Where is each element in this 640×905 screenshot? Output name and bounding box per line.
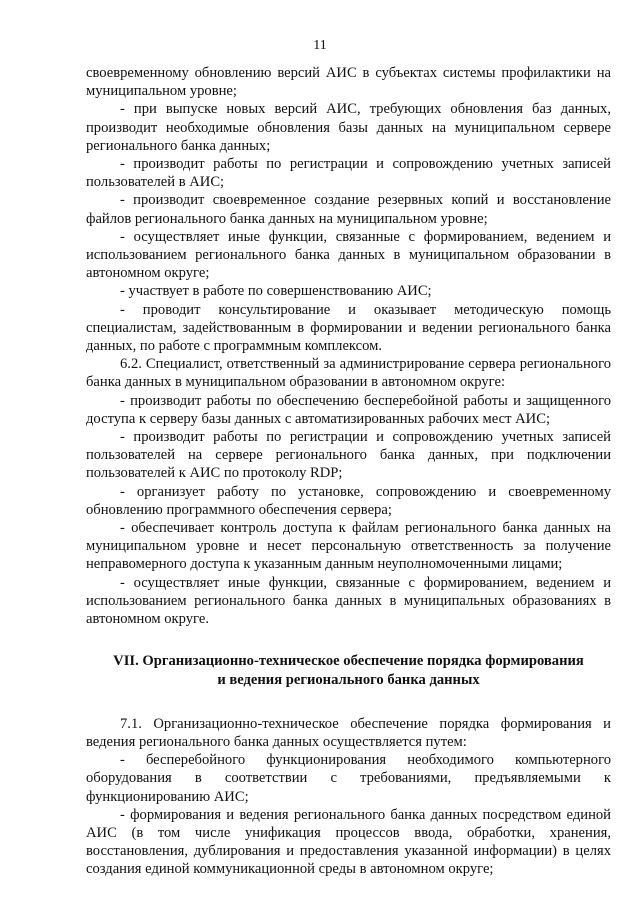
list-item: - организует работу по установке, сопровождению и своевременному обновлению программного обеспечения сервера; (86, 483, 611, 518)
list-item: - производит работы по обеспечению бесперебойной работы и защищенного доступа к серверу базы данных с автоматизированных рабочих мест АИС; (86, 392, 611, 427)
list-item: - бесперебойного функционирования необходимого компьютерного оборудования в соответствии с требованиями, предъявляемыми к функционированию АИС; (86, 752, 611, 805)
clause-7-1: 7.1. Организационно-техническое обеспечение порядка формирования и ведения регионального банка данных осуществляется путем: (86, 715, 611, 750)
list-item: - производит работы по регистрации и сопровождению учетных записей пользователей на сервере регионального банка данных, при подключении пользователей к АИС по протоколу RDP; (86, 429, 611, 482)
paragraph: своевременному обновлению версий АИС в субъектах системы профилактики на муниципальном уровне; (86, 65, 611, 100)
section-heading-line2: и ведения регионального банка данных (217, 671, 480, 688)
list-item: - производит работы по регистрации и сопровождению учетных записей пользователей в АИС; (86, 156, 611, 191)
list-item: - проводит консультирование и оказывает методическую помощь специалистам, задействованным в формировании и ведении регионального банка данных, по работе с программным комплексом. (86, 301, 611, 355)
list-item: - обеспечивает контроль доступа к файлам регионального банка данных на муниципальном уровне и несет персональную ответственность за получение неправомерного доступа к указанным данным неуполномоченными лицами; (86, 520, 611, 573)
page-number: 11 (313, 38, 327, 53)
list-item: - осуществляет иные функции, связанные с формированием, ведением и использованием регионального банка данных в муниципальных образованиях в автономном округе. (86, 574, 611, 628)
list-item: - осуществляет иные функции, связанные с формированием, ведением и использованием регионального банка данных в муниципальном образовании в автономном округе; (86, 228, 611, 282)
list-item: - производит своевременное создание резервных копий и восстановление файлов регионального банка данных на муниципальном уровне; (86, 192, 611, 227)
section-heading (86, 652, 611, 688)
list-item: - участвует в работе по совершенствованию АИС; (120, 283, 432, 300)
document-body (86, 64, 611, 879)
section-heading-line1: VII. Организационно-техническое обеспечение порядка формирования (113, 653, 584, 670)
clause-6-2: 6.2. Специалист, ответственный за администрирование сервера регионального банка данных в муниципальном образовании в автономном округе: (86, 356, 611, 391)
list-item: - формирования и ведения регионального банка данных посредством единой АИС (в том числе унификация процессов ввода, обработки, хранения, восстановления, дублирования и предоставления указанной информации) в целях создания единой коммуникационной среды в автономном округе; (86, 806, 611, 878)
list-item: - при выпуске новых версий АИС, требующих обновления баз данных, производит необходимые обновления базы данных на муниципальном сервере регионального банка данных; (86, 101, 611, 154)
